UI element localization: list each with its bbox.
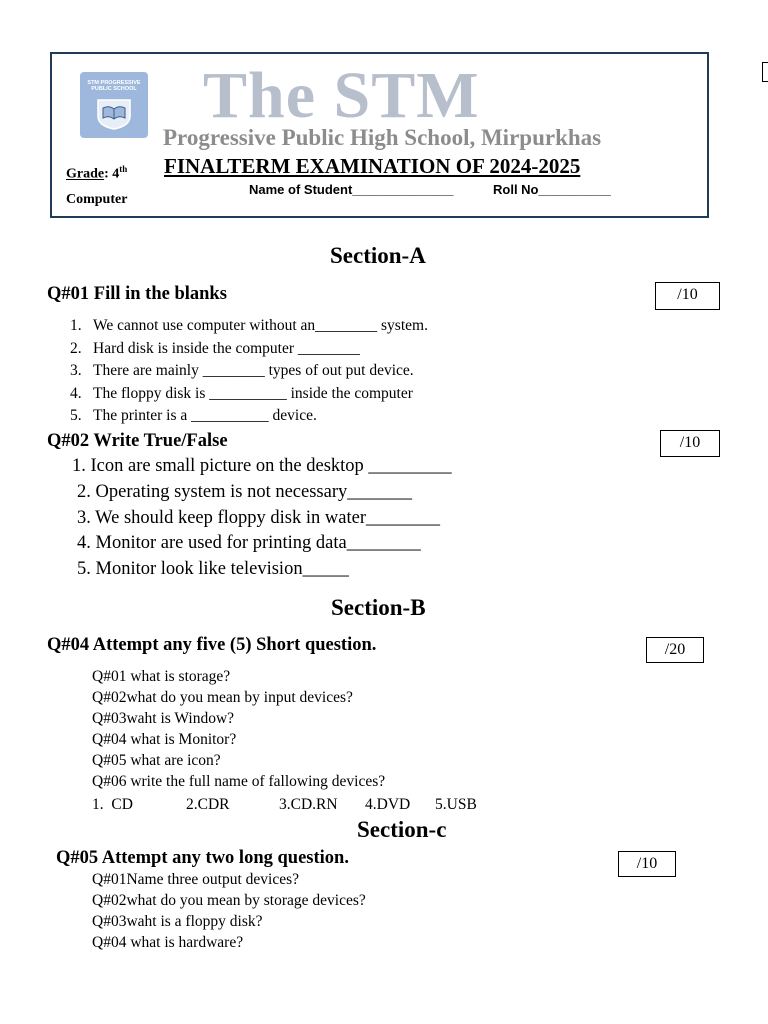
list-item: 3. We should keep floppy disk in water________ xyxy=(77,507,440,528)
list-item: Q#03waht is Window? xyxy=(92,710,235,727)
grade-suffix: th xyxy=(119,164,128,174)
q4-marks-box: /20 xyxy=(646,637,704,663)
list-item: 1. We cannot use computer without an________ system. xyxy=(70,317,428,334)
list-item: 5. Monitor look like television_____ xyxy=(77,559,349,580)
q2-marks-box: /10 xyxy=(660,430,720,457)
section-a-title: Section-A xyxy=(330,243,426,268)
q2-heading: Q#02 Write True/False xyxy=(47,431,228,451)
list-item: Q#04 what is Monitor? xyxy=(92,731,237,748)
q1-marks-box: /10 xyxy=(655,282,720,310)
list-item: 5. The printer is a __________ device. xyxy=(70,407,317,424)
list-item: Q#02what do you mean by storage devices? xyxy=(92,892,366,909)
device-item: 5.USB xyxy=(435,796,477,813)
q5-marks-box: /10 xyxy=(618,851,676,877)
grade-field xyxy=(66,164,127,183)
q1-list xyxy=(70,315,428,428)
logo-text: STM PROGRESSIVE PUBLIC SCHOOL xyxy=(87,80,141,92)
list-item: Q#05 what are icon? xyxy=(92,752,221,769)
school-subtitle: Progressive Public High School, Mirpurkhas xyxy=(163,125,602,150)
device-item: 1. CD xyxy=(92,796,133,813)
q5-list xyxy=(92,869,366,953)
list-item: Q#04 what is hardware? xyxy=(92,934,244,951)
section-b-title: Section-B xyxy=(331,595,426,620)
q2-list xyxy=(72,454,452,583)
school-logo xyxy=(80,72,148,138)
list-item: Q#01Name three output devices? xyxy=(92,871,300,888)
device-item: 3.CD.RN xyxy=(279,796,338,813)
list-item: Q#01 what is storage? xyxy=(92,668,231,685)
devices-row xyxy=(92,794,477,815)
exam-title: FINALTERM EXAMINATION OF 2024-2025 xyxy=(164,154,581,178)
roll-no-field[interactable]: Roll No__________ xyxy=(493,182,611,197)
q4-list xyxy=(92,666,385,792)
list-item: Q#02what do you mean by input devices? xyxy=(92,689,353,706)
book-icon xyxy=(94,96,134,130)
list-item: Q#06 write the full name of fallowing devices? xyxy=(92,773,386,790)
list-item: 4. Monitor are used for printing data________ xyxy=(77,533,421,554)
edge-bracket xyxy=(762,62,768,82)
device-item: 2.CDR xyxy=(186,796,230,813)
list-item: 1. Icon are small picture on the desktop _________ xyxy=(72,456,452,476)
subject-label: Computer xyxy=(66,192,128,207)
student-name-field[interactable]: Name of Student______________ xyxy=(249,182,454,197)
school-name-big: The STM xyxy=(203,59,480,132)
list-item: 2. Operating system is not necessary_______ xyxy=(77,481,412,502)
grade-value: : 4 xyxy=(104,166,120,182)
list-item: 3. There are mainly ________ types of out put device. xyxy=(70,362,414,379)
list-item: Q#03waht is a floppy disk? xyxy=(92,913,263,930)
q4-heading: Q#04 Attempt any five (5) Short question. xyxy=(47,635,377,655)
q5-heading: Q#05 Attempt any two long question. xyxy=(56,848,349,868)
q1-heading: Q#01 Fill in the blanks xyxy=(47,284,227,304)
section-c-title: Section-c xyxy=(357,817,447,842)
list-item: 2. Hard disk is inside the computer ________ xyxy=(70,339,360,357)
device-item: 4.DVD xyxy=(365,796,411,813)
list-item: 4. The floppy disk is __________ inside the computer xyxy=(70,384,413,402)
grade-label: Grade xyxy=(66,166,105,182)
